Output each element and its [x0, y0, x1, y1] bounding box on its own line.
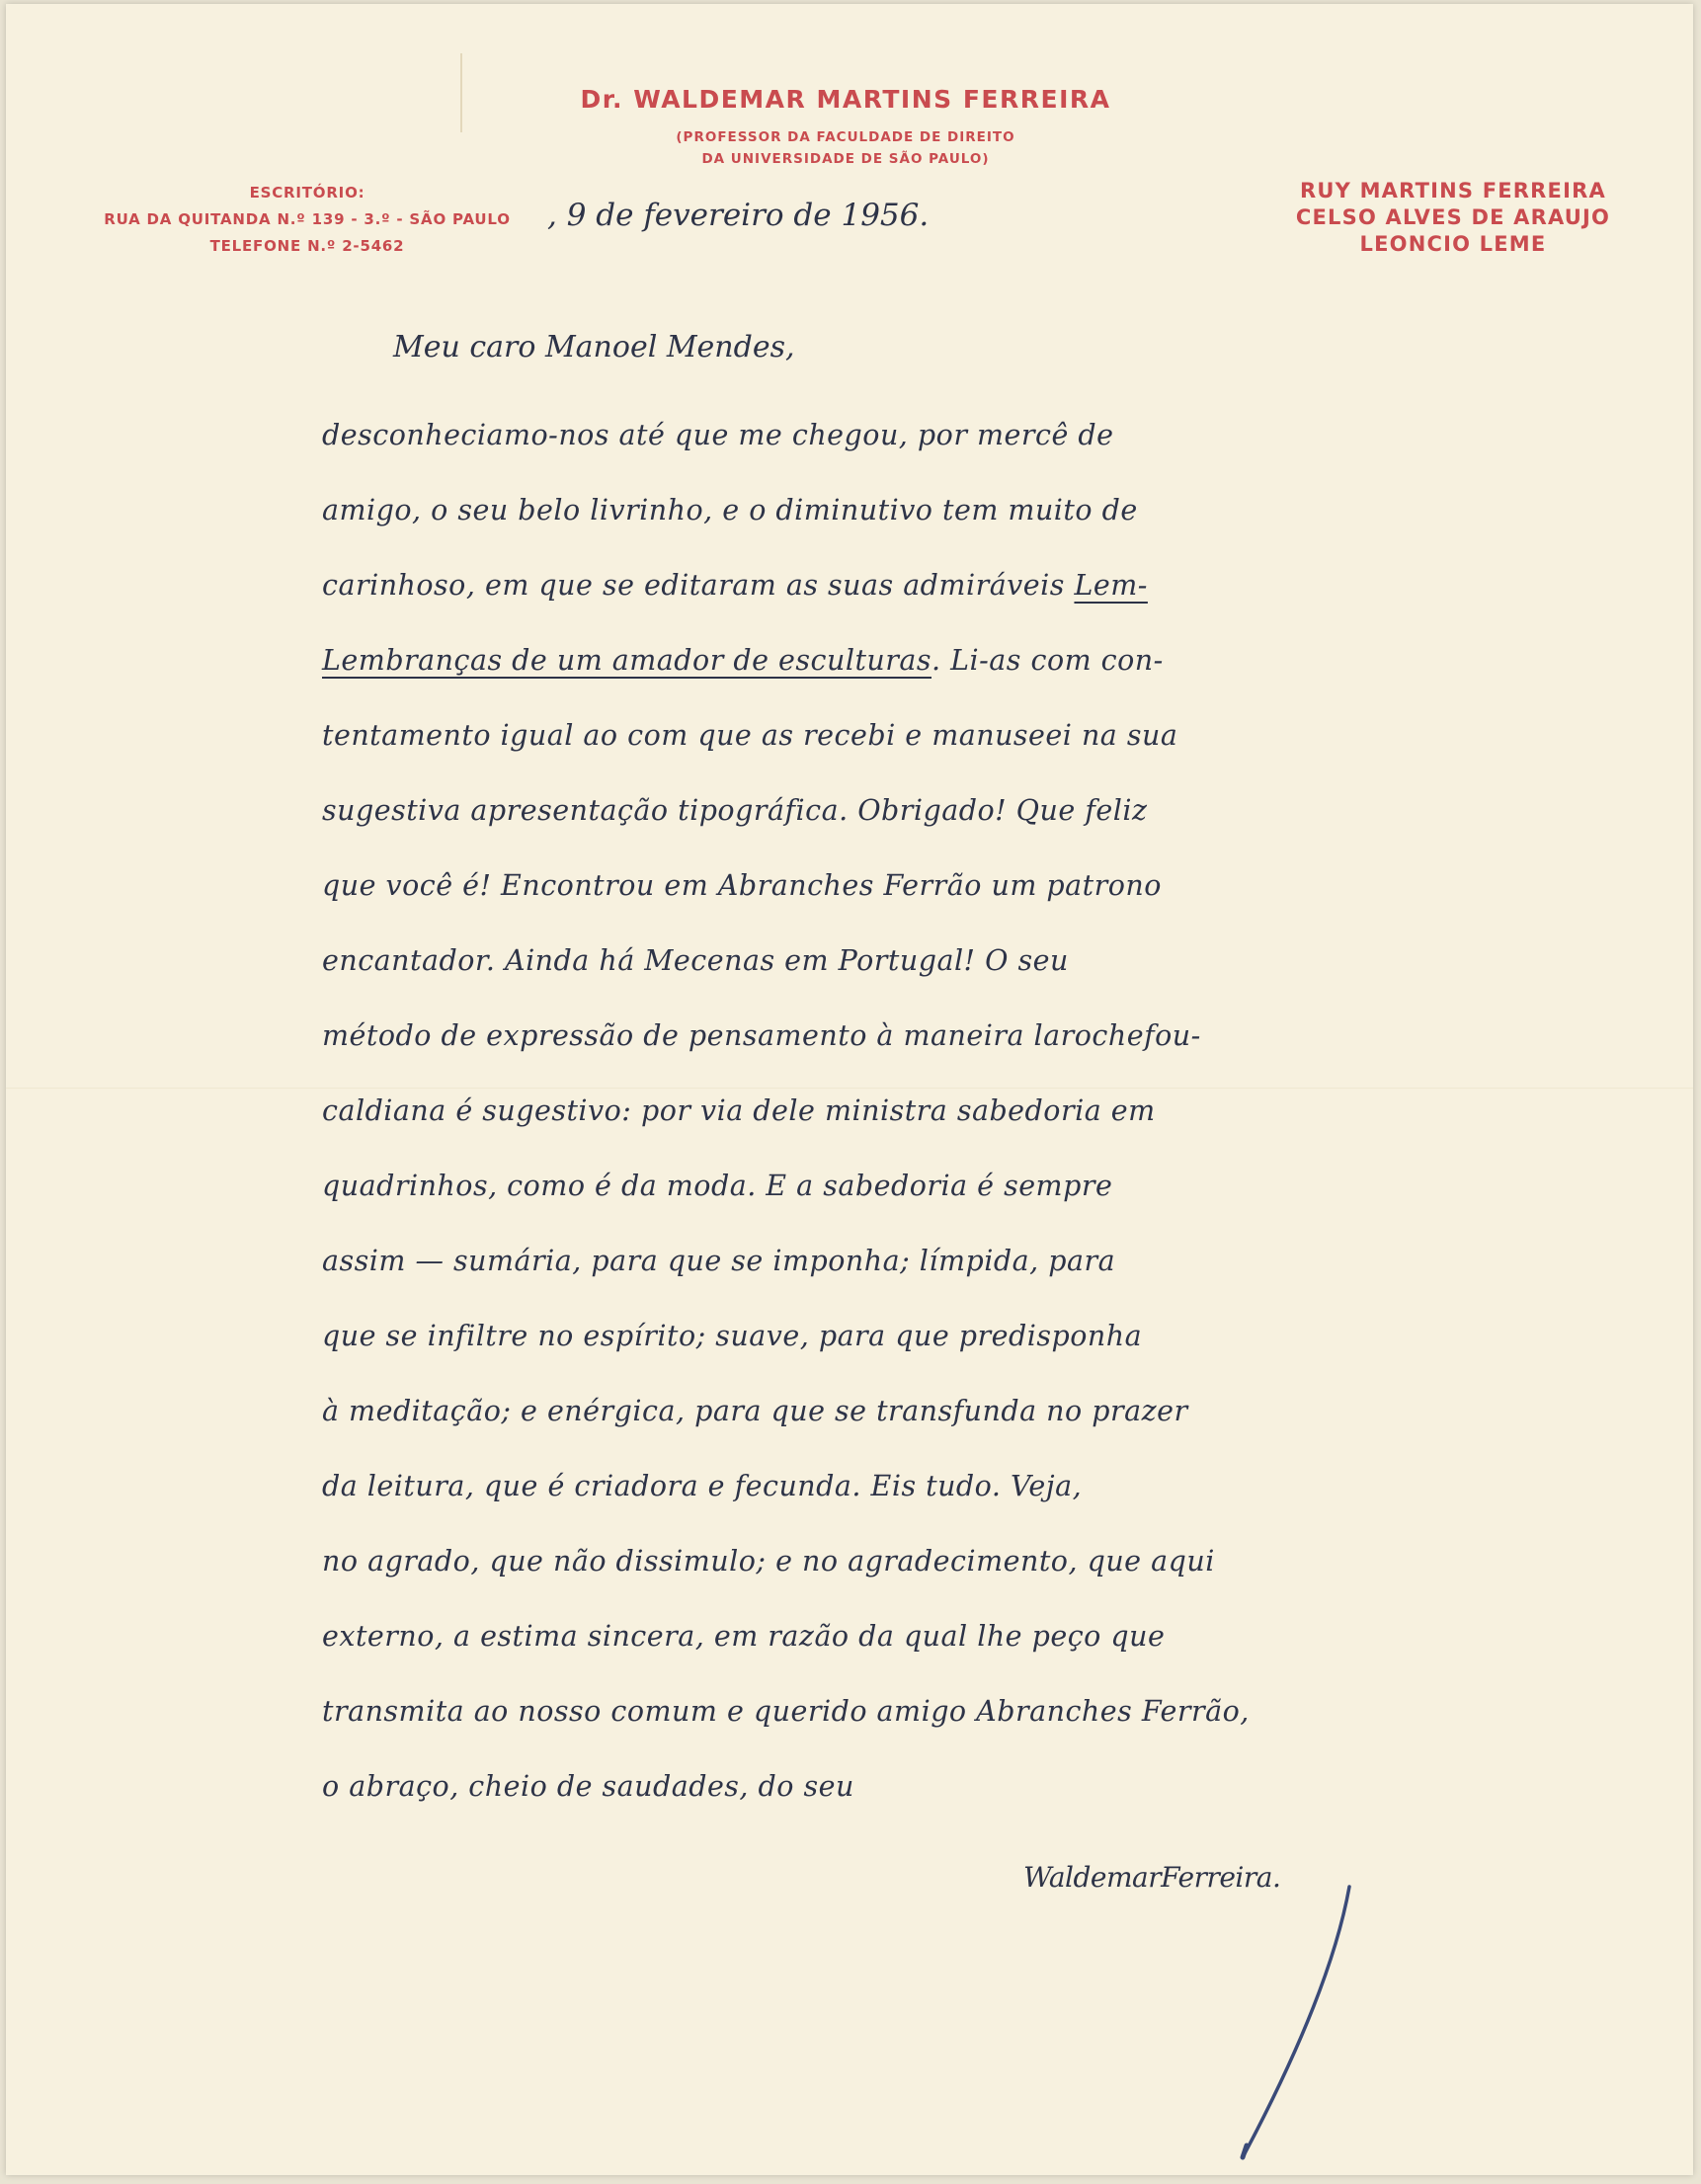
- letterhead-professor-line: (PROFESSOR DA FACULDADE DE DIREITO: [676, 129, 1015, 145]
- letter-line: no agrado, que não dissimulo; e no agradecimento, que aqui: [322, 1545, 1215, 1577]
- partner-name: CELSO ALVES DE ARAUJO: [1295, 205, 1611, 229]
- letter-line: que se infiltre no espírito; suave, para que predisponha: [322, 1320, 1143, 1352]
- letter-date: , 9 de fevereiro de 1956.: [547, 198, 930, 233]
- book-title: Lembranças de um amador de esculturas: [322, 644, 932, 677]
- letter-greeting: Meu caro Manoel Mendes,: [393, 330, 795, 364]
- letter-line: externo, a estima sincera, em razão da qual lhe peço que: [322, 1620, 1166, 1653]
- letter-line: assim — sumária, para que se imponha; límpida, para: [322, 1245, 1116, 1277]
- letter-text: carinhoso, em que se editaram as suas admiráveis: [322, 569, 1075, 602]
- office-phone: TELEFONE N.º 2-5462: [209, 237, 405, 255]
- letter-line: sugestiva apresentação tipográfica. Obrigado! Que feliz: [322, 794, 1148, 827]
- letter-line: caldiana é sugestivo: por via dele ministra sabedoria em: [322, 1094, 1156, 1127]
- letter-line: tentamento igual ao com que as recebi e manuseei na sua: [322, 719, 1178, 752]
- office-address: RUA DA QUITANDA N.º 139 - 3.º - SÃO PAULO: [104, 210, 511, 228]
- partner-name: RUY MARTINS FERREIRA: [1300, 179, 1606, 202]
- letter-line: que você é! Encontrou em Abranches Ferrão um patrono: [322, 869, 1162, 902]
- letterhead-professor-line: DA UNIVERSIDADE DE SÃO PAULO): [701, 151, 990, 167]
- letter-text: . Li-as com con-: [932, 644, 1164, 677]
- signature-flourish: [6, 4, 1693, 2175]
- office-label: ESCRITÓRIO:: [249, 184, 365, 202]
- letter-line: transmita ao nosso comum e querido amigo Abranches Ferrão,: [322, 1695, 1250, 1728]
- letter-line: desconheciamo-nos até que me chegou, por mercê de: [322, 419, 1114, 451]
- letter-line: o abraço, cheio de saudades, do seu: [322, 1770, 854, 1803]
- signature: WaldemarFerreira.: [1023, 1861, 1281, 1894]
- letter-line: da leitura, que é criadora e fecunda. Eis tudo. Veja,: [322, 1470, 1083, 1502]
- letter-line: quadrinhos, como é da moda. E a sabedoria é sempre: [322, 1170, 1113, 1202]
- letter-sheet: [6, 4, 1693, 2175]
- partner-name: LEONCIO LEME: [1359, 232, 1547, 256]
- letter-line: encantador. Ainda há Mecenas em Portugal! O seu: [322, 944, 1069, 977]
- letter-line: amigo, o seu belo livrinho, e o diminutivo tem muito de: [322, 494, 1138, 526]
- book-title-part: Lem-: [1074, 569, 1148, 602]
- letter-line: método de expressão de pensamento à maneira larochefou-: [322, 1019, 1201, 1052]
- letter-line: à meditação; e enérgica, para que se transfunda no prazer: [322, 1395, 1188, 1427]
- letterhead-name: Dr. WALDEMAR MARTINS FERREIRA: [580, 85, 1111, 114]
